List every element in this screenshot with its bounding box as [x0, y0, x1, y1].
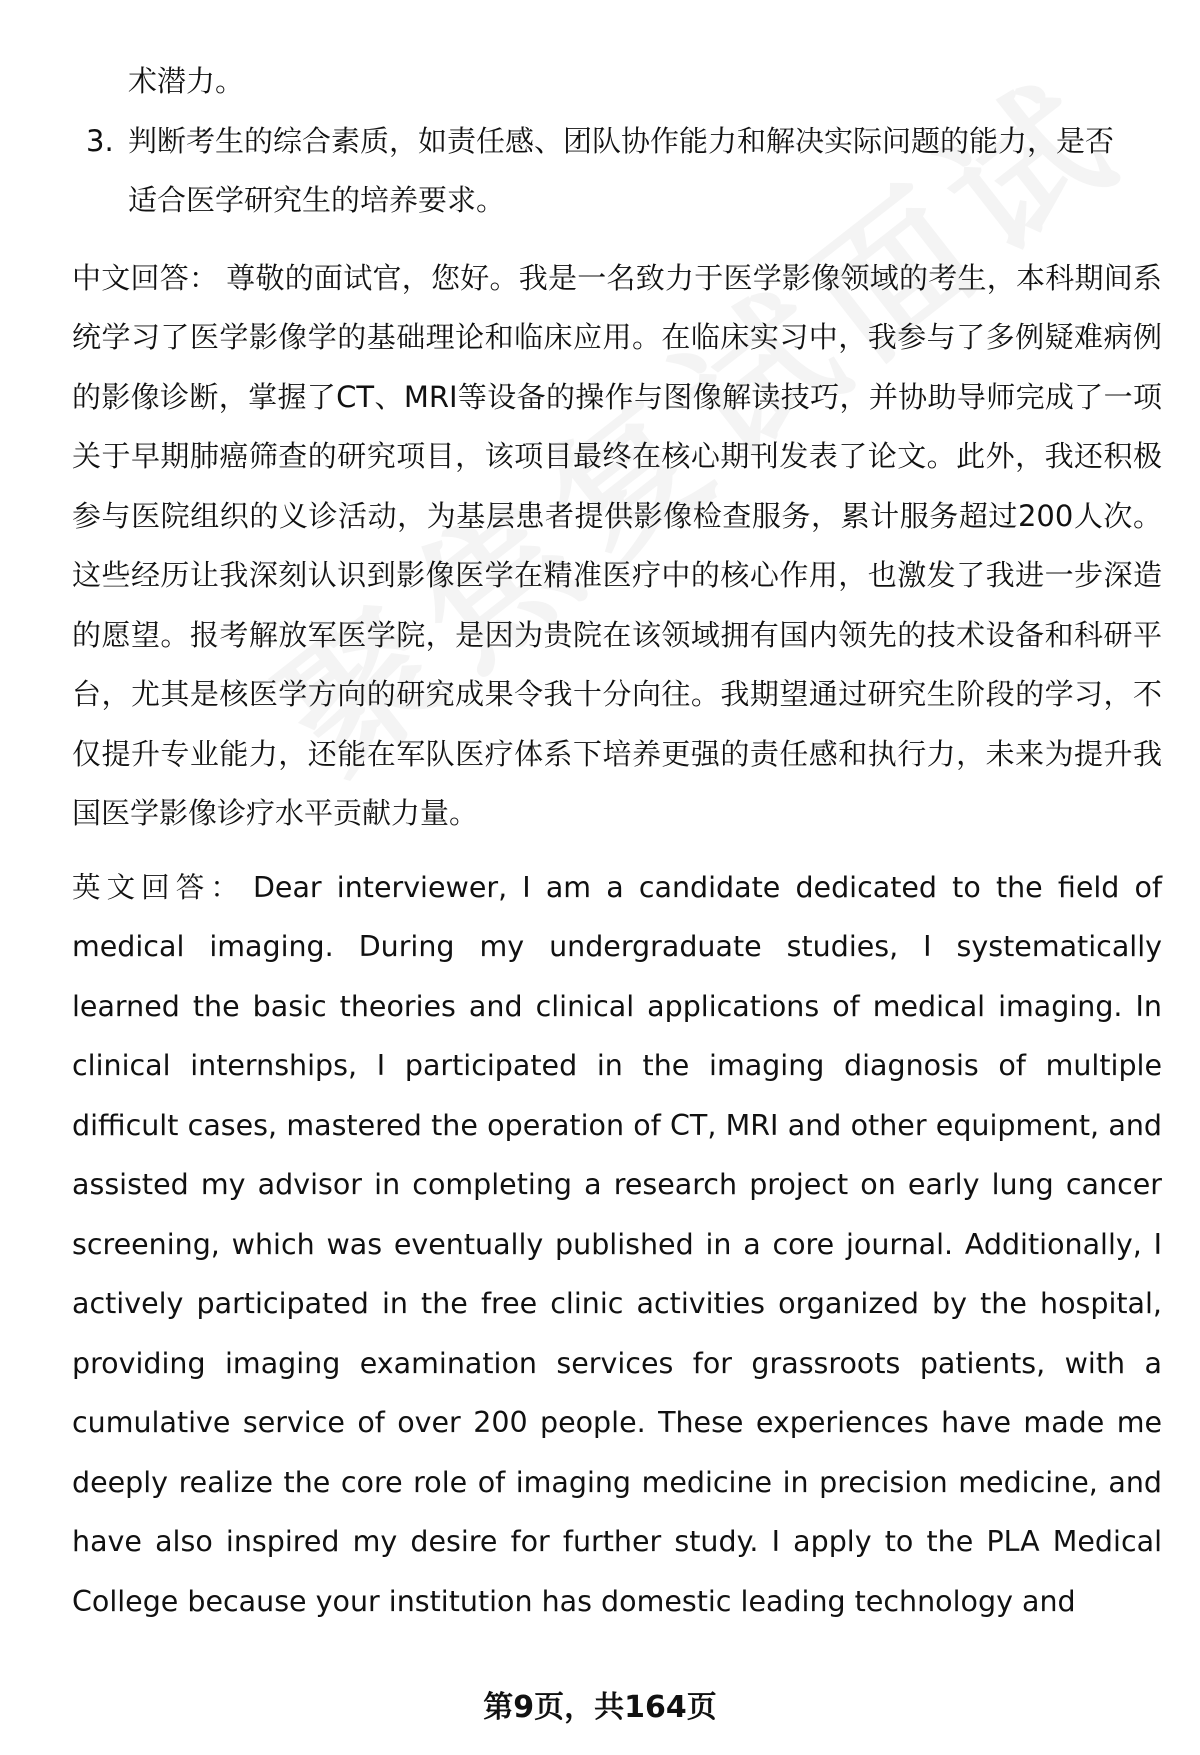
list-continuation: 术潜力。 [128, 64, 245, 98]
chinese-answer-paragraph [72, 249, 1162, 844]
list-item-line: 判断考生的综合素质，如责任感、团队协作能力和解决实际问题的能力，是否 [128, 123, 1115, 158]
list-item [72, 112, 1162, 231]
list-item-line: 适合医学研究生的培养要求。 [128, 183, 506, 217]
list-item-number: 3. [86, 123, 114, 158]
chinese-answer-label: 中文回答： [72, 260, 219, 295]
english-answer-text: Dear interviewer, I am a candidate dedicated to the field of medical imaging. During my undergraduate studies, I systematically learned the basic theories and clinical applications of medical imaging. In clinical internships, I participated in the imaging diagnosis of multiple difficult cases, mastered the operation of CT, MRI and other equipment, and assisted my advisor in completing a research project on early lung cancer screening, which was eventually published in a core journal. Additionally, I actively participated in the free clinic activities organized by the hospital, providing imaging examination services for grassroots patients, with a cumulative service of over 200 people. These experiences have made me deeply realize the core role of imaging medicine in precision medicine, and have also inspired my desire for further study. I apply to the PLA Medical College because your institution has domestic leading technology and [72, 870, 1162, 1618]
english-answer-paragraph [72, 858, 1162, 1632]
page-number-footer: 第9页，共164页 [483, 1690, 717, 1725]
chinese-answer-text: 尊敬的面试官，您好。我是一名致力于医学影像领域的考生，本科期间系统学习了医学影像学的基础理论和临床应用。在临床实习中，我参与了多例疑难病例的影像诊断，掌握了CT、MRI等设备的操作与图像解读技巧，并协助导师完成了一项关于早期肺癌筛查的研究项目，该项目最终在核心期刊发表了论文。此外，我还积极参与医院组织的义诊活动，为基层患者提供影像检查服务，累计服务超过200人次。这些经历让我深刻认识到影像医学在精准医疗中的核心作用，也激发了我进一步深造的愿望。报考解放军医学院，是因为贵院在该领域拥有国内领先的技术设备和科研平台，尤其是核医学方向的研究成果令我十分向往。我期望通过研究生阶段的学习，不仅提升专业能力，还能在军队医疗体系下培养更强的责任感和执行力，未来为提升我国医学影像诊疗水平贡献力量。 [72, 260, 1162, 830]
english-answer-label: 英文回答： [72, 870, 245, 904]
page-content [72, 52, 1162, 1631]
